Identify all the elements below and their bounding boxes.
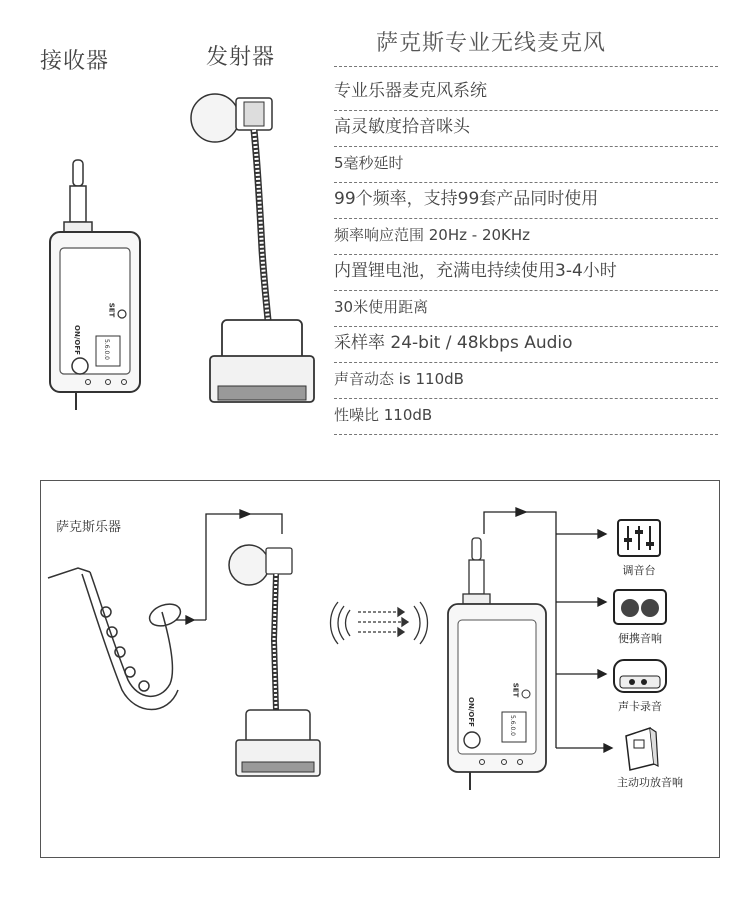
sound-card-icon bbox=[614, 660, 666, 692]
spec-item: 5毫秒延时 bbox=[334, 146, 718, 183]
output-label-active-speaker: 主动功放音响 bbox=[617, 776, 683, 789]
diagram-receiver bbox=[448, 538, 546, 790]
receiver-onoff-label: ON/OFF bbox=[72, 325, 81, 355]
spec-item: 声音动态 is 110dB bbox=[334, 362, 718, 399]
spec-item: 专业乐器麦克风系统 bbox=[334, 74, 718, 111]
diagram-receiver-set-label: SET bbox=[511, 682, 520, 698]
saxophone-icon bbox=[48, 568, 183, 710]
output-label-mixer: 调音台 bbox=[622, 564, 656, 577]
receiver-display: 5.6.0.0 bbox=[103, 339, 110, 360]
output-label-portable-speaker: 便携音响 bbox=[618, 632, 662, 645]
spec-item: 性噪比 110dB bbox=[334, 398, 718, 435]
receiver-set-label: SET bbox=[107, 302, 116, 318]
active-speaker-icon bbox=[626, 728, 658, 770]
diagram-receiver-onoff-label: ON/OFF bbox=[466, 697, 475, 727]
source-label: 萨克斯乐器 bbox=[56, 520, 122, 535]
spec-item: 采样率 24-bit / 48kbps Audio bbox=[334, 326, 718, 363]
spec-item: 内置锂电池，充满电持续使用3-4小时 bbox=[334, 254, 718, 291]
spec-item: 频率响应范围 20Hz - 20KHz bbox=[334, 218, 718, 255]
spec-item: 高灵敏度拾音咪头 bbox=[334, 110, 718, 147]
wireless-signal-icon bbox=[331, 602, 428, 644]
spec-item: 30米使用距离 bbox=[334, 290, 718, 327]
portable-speaker-icon bbox=[614, 590, 666, 624]
diagram-transmitter bbox=[229, 545, 320, 776]
page-title: 萨克斯专业无线麦克风 bbox=[376, 31, 607, 56]
output-label-sound-card: 声卡录音 bbox=[618, 700, 662, 713]
receiver-label: 接收器 bbox=[40, 49, 110, 74]
mixer-icon bbox=[618, 520, 660, 556]
transmitter-label: 发射器 bbox=[206, 45, 276, 70]
diagram-receiver-display: 5.6.0.0 bbox=[509, 715, 516, 736]
spec-item: 99个频率，支持99套产品同时使用 bbox=[334, 182, 718, 219]
